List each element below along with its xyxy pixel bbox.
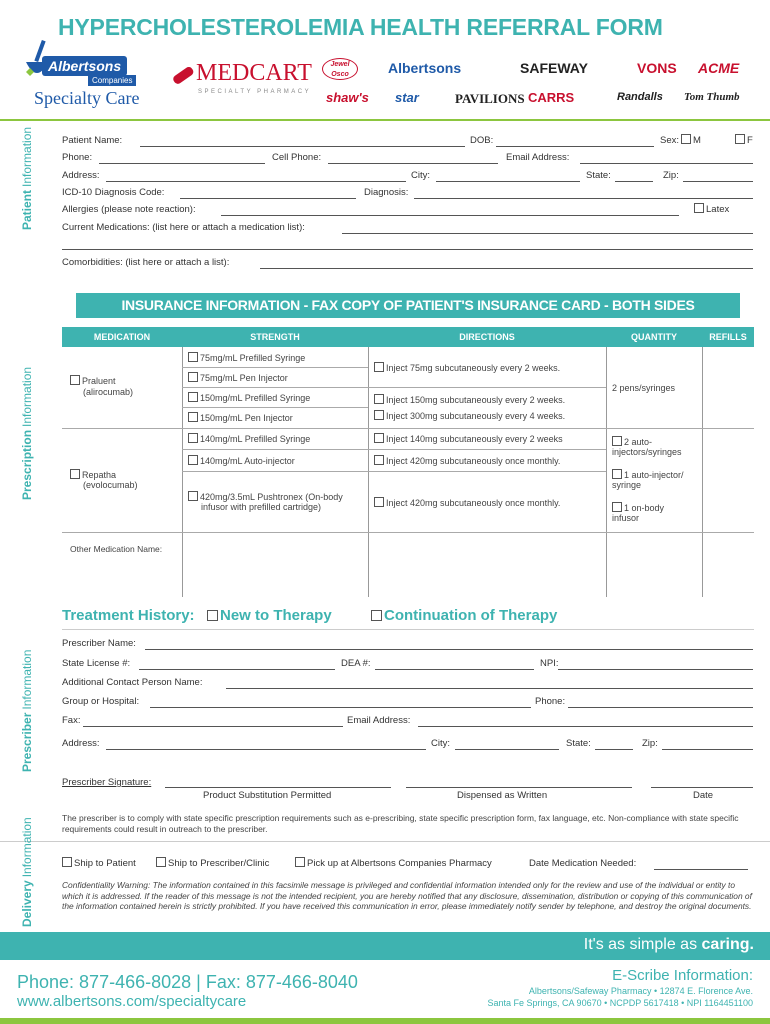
insurance-banner: INSURANCE INFORMATION - FAX COPY OF PATIENT'S INSURANCE CARD - BOTH SIDES [76,293,740,318]
ship-prescriber-checkbox[interactable] [156,857,166,867]
diagnosis-field[interactable] [414,198,753,199]
current-meds-field[interactable] [342,233,753,234]
grid-line [368,471,606,472]
footer-website[interactable]: www.albertsons.com/specialtycare [17,993,247,1010]
sex-m-text: M [693,135,701,146]
prescriber-name-field[interactable] [145,649,753,650]
zip-label: Zip: [663,170,679,181]
prescriber-address-field[interactable] [106,749,426,750]
brand-shaws: shaw's [326,90,369,105]
prescriber-zip-label: Zip: [642,738,658,749]
repatha-option[interactable] [70,469,116,480]
new-therapy-checkbox[interactable] [207,610,218,621]
quantity-text: 1 on-body [624,503,665,513]
dob-field[interactable] [496,146,654,147]
continuation-option[interactable] [371,607,557,624]
dispensed-signature-field[interactable] [406,787,632,788]
treatment-divider [62,629,754,630]
direction-option[interactable] [374,497,560,508]
brand-carrs: CARRS [528,90,575,105]
continuation-text: Continuation of Therapy [384,607,558,624]
prescriber-email-field[interactable] [418,726,753,727]
latex-option[interactable] [694,203,729,215]
grid-line [606,347,607,597]
strength-checkbox[interactable] [188,352,198,362]
direction-text: Inject 75mg subcutaneously every 2 weeks. [386,363,561,373]
patient-label-bold: Patient [20,189,34,230]
grid-line [182,387,368,388]
pickup-text: Pick up at Albertsons Companies Pharmacy [307,858,492,869]
direction-option[interactable] [374,394,565,405]
quantity-text: 1 auto-injector/ [624,470,684,480]
strength-option[interactable] [188,491,343,502]
fax-label: Fax: [62,715,81,726]
sex-f-checkbox[interactable] [735,134,745,144]
cell-label: Cell Phone: [272,152,322,163]
prescription-label-light: Information [20,366,34,427]
patient-name-field[interactable] [140,146,465,147]
direction-text: Inject 300mg subcutaneously every 4 weeks. [386,411,566,421]
confidentiality-warning: Confidentiality Warning: The information contained in this facsimile message is privileged and confidential information intended only for the review and use of the individual or entity to which it is addressed. If the reader of this message is not the intended recipient, you are hereby notified that any disclosure, dissemination, distribution or copying of this communication of the information contained herein is strictly prohibited. If you have received this communication in error, please immediately notify sender by telephone, and destroy the original documents. [62,880,752,911]
date-label: Date [693,790,714,801]
latex-checkbox[interactable] [694,203,704,213]
praluent-checkbox[interactable] [70,375,80,385]
prescriber-phone-label: Phone: [535,696,566,707]
strength-checkbox[interactable] [188,491,198,501]
diagnosis-label: Diagnosis: [364,187,409,198]
direction-option[interactable] [374,455,560,466]
grid-line [368,387,606,388]
strength-text: 150mg/mL Pen Injector [200,413,293,423]
escribe-line-1: Albertsons/Safeway Pharmacy • 12874 E. Florence Ave. [528,986,753,996]
grid-line [368,347,369,597]
sex-m-option[interactable] [681,134,701,146]
medcart-pill-icon [170,62,196,88]
direction-checkbox[interactable] [374,394,384,404]
continuation-checkbox[interactable] [371,610,382,621]
repatha-generic: (evolocumab) [83,480,138,490]
brand-albertsons: Albertsons [388,60,462,76]
prescriber-label-bold: Prescriber [20,712,34,772]
patient-label-light: Information [20,126,34,187]
current-meds-field-2[interactable] [62,249,753,250]
treatment-history-heading: Treatment History: [62,607,195,624]
sex-f-text: F [747,135,753,146]
email-label: Email Address: [506,152,570,163]
cell-field[interactable] [328,163,498,164]
strength-checkbox[interactable] [188,392,198,402]
comorbidities-label: Comorbidities: (list here or attach a list): [62,257,230,268]
grid-line [182,347,183,597]
strength-text: 140mg/mL Auto-injector [200,456,295,466]
brand-safeway: SAFEWAY [520,60,588,76]
strength-option[interactable] [188,352,305,363]
substitution-permitted-label: Product Substitution Permitted [203,790,332,801]
date-needed-field[interactable] [654,869,748,870]
direction-checkbox[interactable] [374,433,384,443]
brand-acme: ACME [698,60,740,76]
grid-line [182,367,368,368]
strength-option[interactable] [188,392,310,403]
tagline [584,936,754,954]
grid-line [182,471,368,472]
city-label: City: [411,170,430,181]
npi-field[interactable] [558,669,753,670]
dob-label: DOB: [470,135,494,146]
tagline-start: It's as simple as [583,936,702,953]
prescriber-label-light: Information [20,649,34,710]
quantity-checkbox[interactable] [612,502,622,512]
pickup-option[interactable] [295,857,492,869]
prescriber-phone-field[interactable] [568,707,753,708]
praluent-option[interactable] [70,375,116,386]
quantity-option[interactable] [612,502,664,513]
prescriber-city-field[interactable] [455,749,559,750]
email-field[interactable] [580,163,753,164]
delivery-section-label [20,817,34,927]
albertsons-wordmark: Albertsons [42,56,127,76]
sex-f-option[interactable] [735,134,753,146]
medcart-subtitle: SPECIALTY PHARMACY [198,89,312,95]
license-field[interactable] [139,669,335,670]
comorbidities-field[interactable] [260,268,753,269]
strength-option[interactable] [188,433,310,444]
latex-text: Latex [706,204,730,215]
ship-prescriber-option[interactable] [156,857,269,869]
icd-field[interactable] [180,198,356,199]
prescription-label-bold: Prescription [20,429,34,500]
prescriber-section-label [20,650,34,772]
prescriber-email-label: Email Address: [347,715,411,726]
delivery-divider [0,841,770,842]
strength-option[interactable] [188,412,293,423]
group-field[interactable] [150,707,531,708]
date-needed-label: Date Medication Needed: [529,858,637,869]
quantity-text-cont: infusor [612,513,640,523]
strength-text: 150mg/mL Prefilled Syringe [200,393,311,403]
compliance-note: The prescriber is to comply with state specific prescription requirements such as e-prescribing, state specific prescription form, fax language, etc. Non-compliance with state specific requirements could result in outreach to the prescriber. [62,813,739,834]
direction-text: Inject 420mg subcutaneously once monthly. [386,456,561,466]
direction-text: Inject 420mg subcutaneously once monthly. [386,498,561,508]
quantity-option[interactable] [612,436,652,447]
dea-label: DEA #: [341,658,371,669]
prescriber-city-label: City: [431,738,450,749]
allergies-label: Allergies (please note reaction): [62,204,196,215]
quantity-text: 2 auto- [624,437,653,447]
strength-checkbox[interactable] [188,433,198,443]
brand-randalls: Randalls [617,91,663,103]
strength-checkbox[interactable] [188,412,198,422]
other-medication-label: Other Medication Name: [70,544,163,554]
quantity-checkbox[interactable] [612,436,622,446]
pickup-checkbox[interactable] [295,857,305,867]
patient-name-label: Patient Name: [62,135,123,146]
new-therapy-text: New to Therapy [220,607,332,624]
medcart-wordmark: MEDCART [196,60,312,86]
state-field[interactable] [615,181,653,182]
escribe-heading: E-Scribe Information: [612,967,753,984]
direction-text: Inject 140mg subcutaneously every 2 weeks [386,434,563,444]
header-refills: REFILLS [709,332,747,342]
header-strength: STRENGTH [250,332,300,342]
quantity-option[interactable] [612,469,684,480]
fax-field[interactable] [83,726,343,727]
strength-text-cont: infusor with prefilled cartridge) [201,502,322,512]
patient-section-label [20,127,34,230]
brand-star: star [395,90,419,105]
tagline-bar [0,932,770,960]
npi-label: NPI: [540,658,559,669]
signature-label: Prescriber Signature: [62,777,152,788]
icd-label: ICD-10 Diagnosis Code: [62,187,165,198]
strength-text: 140mg/mL Prefilled Syringe [200,434,311,444]
quantity-text-cont: syringe [612,480,642,490]
strength-text: 75mg/mL Prefilled Syringe [200,353,306,363]
brand-jewel-osco: Jewel Osco [322,58,358,80]
direction-checkbox[interactable] [374,497,384,507]
direction-checkbox[interactable] [374,362,384,372]
praluent-name: Praluent [82,376,116,386]
new-therapy-option[interactable] [207,607,332,624]
ship-prescriber-text: Ship to Prescriber/Clinic [168,858,270,869]
brand-tom-thumb: Tom Thumb [684,91,740,103]
substitution-signature-field[interactable] [165,787,391,788]
delivery-label-light: Information [20,817,34,878]
delivery-label-bold: Delivery [20,880,34,927]
quantity-text: 2 pens/syringes [612,383,676,393]
allergies-field[interactable] [221,215,679,216]
group-label: Group or Hospital: [62,696,140,707]
prescriber-name-label: Prescriber Name: [62,638,136,649]
license-label: State License #: [62,658,131,669]
address-label: Address: [62,170,100,181]
quantity-checkbox[interactable] [612,469,622,479]
dea-field[interactable] [375,669,534,670]
strength-checkbox[interactable] [188,372,198,382]
header-divider [0,119,770,121]
header-quantity: QUANTITY [631,332,677,342]
city-field[interactable] [436,181,580,182]
direction-text: Inject 150mg subcutaneously every 2 weeks. [386,395,566,405]
companies-wordmark: Companies [88,75,136,86]
repatha-checkbox[interactable] [70,469,80,479]
grid-line [368,449,606,450]
grid-line [182,449,368,450]
contact-label: Additional Contact Person Name: [62,677,203,688]
grid-line [702,347,703,597]
ship-patient-text: Ship to Patient [74,858,136,869]
prescriber-address-label: Address: [62,738,100,749]
direction-option[interactable] [374,433,563,444]
direction-checkbox[interactable] [374,410,384,420]
ship-patient-option[interactable] [62,857,136,869]
strength-text: 420mg/3.5mL Pushtronex (On-body [200,492,343,502]
footer-rule [0,1018,770,1024]
state-label: State: [586,170,611,181]
zip-field[interactable] [683,181,753,182]
strength-option[interactable] [188,455,295,466]
grid-line [182,407,368,408]
footer-phone-fax: Phone: 877-466-8028 | Fax: 877-466-8040 [17,972,358,992]
prescriber-state-label: State: [566,738,591,749]
prescription-section-label [20,367,34,500]
header-directions: DIRECTIONS [459,332,515,342]
contact-field[interactable] [226,688,753,689]
specialty-care-wordmark: Specialty Care [34,88,140,108]
address-field[interactable] [106,181,406,182]
grid-line [62,428,754,429]
prescriber-zip-field[interactable] [662,749,753,750]
brand-pavilions: PAVILIONS [455,91,525,106]
quantity-text-cont: injectors/syringes [612,447,682,457]
direction-checkbox[interactable] [374,455,384,465]
sex-label: Sex: [660,135,680,146]
escribe-line-2: Santa Fe Springs, CA 90670 • NCPDP 5617418 • NPI 1164451100 [487,998,753,1008]
header-medication: MEDICATION [93,332,151,342]
strength-text: 75mg/mL Pen Injector [200,373,288,383]
direction-option[interactable] [374,410,565,421]
repatha-name: Repatha [82,470,117,480]
tagline-bold: caring. [701,936,754,953]
phone-label: Phone: [62,152,93,163]
form-title: HYPERCHOLESTEROLEMIA HEALTH REFERRAL FORM [58,14,663,40]
ship-patient-checkbox[interactable] [62,857,72,867]
phone-field[interactable] [99,163,265,164]
praluent-generic: (alirocumab) [83,387,134,397]
brand-vons: VONS [637,60,677,76]
grid-line [62,532,754,533]
sex-m-checkbox[interactable] [681,134,691,144]
dispensed-written-label: Dispensed as Written [457,790,548,801]
strength-option[interactable] [188,372,288,383]
direction-option[interactable] [374,362,560,373]
current-meds-label: Current Medications: (list here or attach a medication list): [62,222,305,233]
strength-checkbox[interactable] [188,455,198,465]
signature-date-field[interactable] [651,787,753,788]
prescriber-state-field[interactable] [595,749,633,750]
